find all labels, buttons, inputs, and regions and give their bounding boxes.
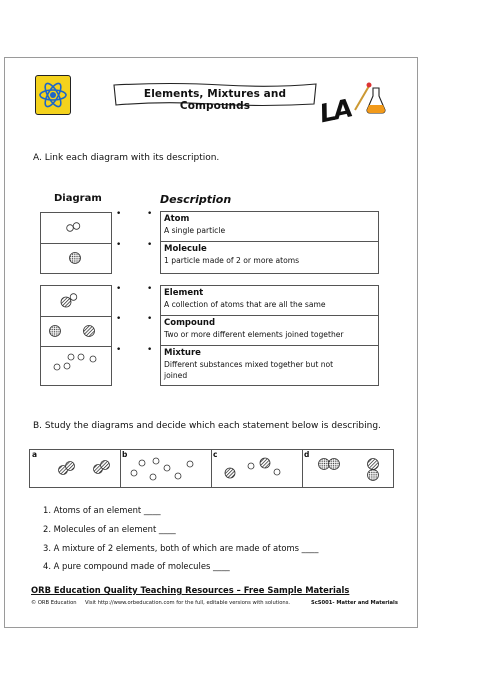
footer-code: ScS001- Matter and Materials (311, 600, 398, 606)
statement-1: 1. Atoms of an element ____ (43, 505, 161, 515)
statement-4: 4. A pure compound made of molecules ____ (43, 561, 230, 571)
diagram-a[interactable]: a (30, 450, 121, 487)
bullet-right-1[interactable]: • (147, 209, 153, 219)
la-logo-text: LA (317, 93, 354, 129)
description-mixture[interactable]: Mixture Different substances mixed together but not joined (164, 348, 334, 380)
section-b-instruction: B. Study the diagrams and decide which each statement below is describing. (33, 421, 381, 431)
diagram-atom-pair[interactable] (41, 213, 111, 244)
description-header: Description (160, 193, 232, 206)
diagram-c[interactable]: c (211, 450, 303, 487)
diagram-scattered-atoms[interactable] (41, 346, 111, 385)
title-banner (112, 82, 318, 112)
diagram-b[interactable]: b (120, 450, 212, 487)
bullet-left-5[interactable]: • (116, 345, 122, 355)
description-group-2 (160, 285, 379, 386)
description-element[interactable]: Element A collection of atoms that are all the same (161, 286, 378, 316)
bullet-right-3[interactable]: • (147, 284, 153, 294)
description-molecule[interactable]: Molecule 1 particle made of 2 or more atoms (164, 244, 300, 265)
footer-copyright: © ORB Education (31, 600, 77, 606)
diagram-dotted-hatched[interactable] (41, 316, 111, 347)
section-b-diagrams (29, 449, 394, 488)
statement-3: 3. A mixture of 2 elements, both of which are made of atoms ____ (43, 543, 319, 553)
diagram-single-dotted[interactable] (41, 243, 111, 273)
flask-icon (351, 80, 387, 116)
bullet-right-4[interactable]: • (147, 314, 153, 324)
footer-title[interactable]: ORB Education Quality Teaching Resources – Free Sample Materials (31, 585, 350, 595)
bullet-left-2[interactable]: • (116, 240, 122, 250)
statement-2: 2. Molecules of an element ____ (43, 524, 176, 534)
diagram-d[interactable]: d (302, 450, 393, 487)
bullet-left-4[interactable]: • (116, 314, 122, 324)
description-atom[interactable]: Atom A single particle (161, 212, 378, 242)
diagram-group-2 (40, 285, 112, 386)
footer-visit-link[interactable]: Visit http://www.orbeducation.com for the full, editable versions with solutions. (85, 600, 291, 606)
diagram-header: Diagram (54, 193, 102, 204)
worksheet-page (4, 57, 418, 628)
page-title: Elements, Mixtures and Compounds (143, 88, 287, 112)
section-a-instruction: A. Link each diagram with its description. (33, 153, 220, 163)
bullet-left-3[interactable]: • (116, 284, 122, 294)
diagram-group-1 (40, 212, 112, 274)
bullet-right-2[interactable]: • (147, 240, 153, 250)
description-group-1 (160, 211, 379, 274)
atom-logo-icon (35, 75, 71, 115)
bullet-right-5[interactable]: • (147, 345, 153, 355)
description-compound[interactable]: Compound Two or more different elements joined together (161, 316, 378, 346)
diagram-hatched-pair[interactable] (41, 286, 111, 317)
bullet-left-1[interactable]: • (116, 209, 122, 219)
